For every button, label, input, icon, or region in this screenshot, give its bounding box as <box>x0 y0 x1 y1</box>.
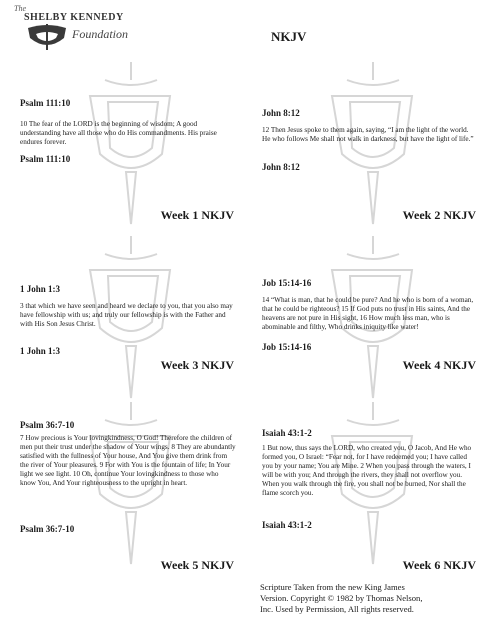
logo-the: The <box>14 4 26 13</box>
verse-text: 7 How precious is Your lovingkindness, O God! Therefore the children of men put their trust under the shadow of Your wings. 8 They are abundantly satisfied with the fullness of Your house, And You give them drink from the river of Your pleasures. 9 For with You is the fountain of life; In Your light we see light. 10 Oh, continue Your lovingkindness to those who know You, And Your righteousness to the upright in heart. <box>20 434 236 487</box>
verse-card-2 <box>262 62 484 228</box>
copyright-line: Version. Copyright © 1982 by Thomas Nelson, <box>260 593 423 603</box>
sword-shield-watermark-icon <box>262 62 484 228</box>
verse-text: 12 Then Jesus spoke to them again, saying, “I am the light of the world. He who follows Me shall not walk in darkness, but have the light of life.” <box>262 126 474 143</box>
verse-text: 1 But now, thus says the LORD, who created you, O Jacob, And He who formed you, O Israel: “Fear not, for I have redeemed you; I have called you by your name; You are Mine. 2 When you pass through the waters, I will be with you; And through the rivers, they shall not overflow you. When you walk through the fire, you shall not be burned, Nor shall the flame scorch you. <box>262 444 472 497</box>
verse-reference-top: John 8:12 <box>262 108 300 118</box>
verse-reference-top: Psalm 36:7-10 <box>20 420 75 430</box>
translation-header: NKJV <box>271 29 307 44</box>
verse-reference-bottom: Isaiah 43:1-2 <box>262 520 312 530</box>
logo-name: SHELBY KENNEDY <box>24 12 124 23</box>
verse-reference-top: Psalm 111:10 <box>20 98 71 108</box>
verse-card-5 <box>20 402 242 572</box>
week-label: Week 1 NKJV <box>160 208 234 222</box>
foundation-logo <box>14 4 134 56</box>
logo-foundation: Foundation <box>72 27 128 41</box>
week-label: Week 3 NKJV <box>160 358 234 372</box>
verse-text: 3 that which we have seen and heard we declare to you, that you also may have fellowship with us; and truly our fellowship is with the Father and with His Son Jesus Christ. <box>20 302 233 328</box>
verse-reference-top: Isaiah 43:1-2 <box>262 428 312 438</box>
verse-card-1 <box>20 62 242 228</box>
verse-card-4 <box>262 236 484 402</box>
verse-text: 10 The fear of the LORD is the beginning of wisdom; A good understanding have all those who do His commandments. His praise endures forever. <box>20 120 217 146</box>
verse-reference-bottom: Psalm 36:7-10 <box>20 524 75 534</box>
verse-card-6 <box>262 402 484 572</box>
copyright-line: Inc. Used by Permission, All rights reserved. <box>260 604 414 614</box>
week-label: Week 6 NKJV <box>402 558 476 572</box>
copyright-line: Scripture Taken from the new King James <box>260 582 405 592</box>
verse-reference-top: Job 15:14-16 <box>262 278 312 288</box>
week-label: Week 4 NKJV <box>402 358 476 372</box>
week-label: Week 5 NKJV <box>160 558 234 572</box>
verse-reference-bottom: Psalm 111:10 <box>20 154 71 164</box>
verse-text: 14 “What is man, that he could be pure? And he who is born of a woman, that he could be righteous? 15 If God puts no trust in His saints, And the heavens are not pure in His sight, 16 How much less man, who is abominable and filthy, Who drinks iniquity like water! <box>262 296 474 331</box>
shield-icon <box>24 22 70 52</box>
verse-reference-bottom: 1 John 1:3 <box>20 346 61 356</box>
verse-reference-top: 1 John 1:3 <box>20 284 61 294</box>
verse-card-3 <box>20 236 242 402</box>
copyright-notice <box>260 582 485 615</box>
verse-reference-bottom: John 8:12 <box>262 162 300 172</box>
verse-reference-bottom: Job 15:14-16 <box>262 342 312 352</box>
week-label: Week 2 NKJV <box>402 208 476 222</box>
